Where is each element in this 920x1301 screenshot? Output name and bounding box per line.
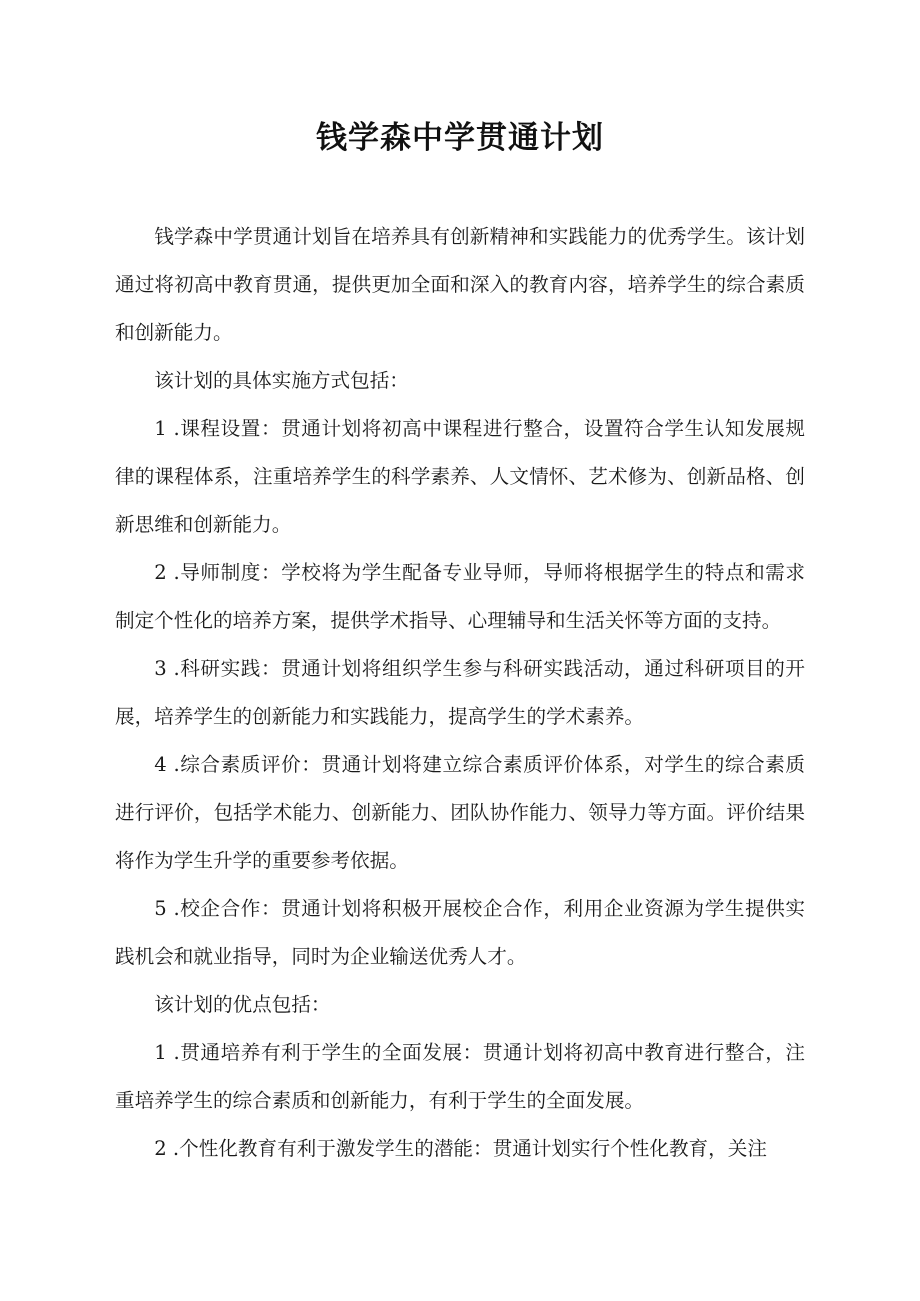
- advantage-holistic: 1 .贯通培养有利于学生的全面发展：贯通计划将初高中教育进行整合，注重培养学生的综合素质和创新能力，有利于学生的全面发展。: [115, 1041, 805, 1112]
- advantages-heading: 该计划的优点包括：: [154, 993, 331, 1016]
- advantage-personalized: 2 .个性化教育有利于激发学生的潜能：贯通计划实行个性化教育，关注: [154, 1137, 767, 1160]
- document-title: 钱学森中学贯通计划: [316, 120, 604, 156]
- document-body: [115, 213, 805, 1173]
- item-school-enterprise: 5 .校企合作：贯通计划将积极开展校企合作，利用企业资源为学生提供实践机会和就业指导，同时为企业输送优秀人才。: [115, 897, 805, 968]
- implementation-heading: 该计划的具体实施方式包括：: [154, 369, 409, 392]
- intro-paragraph: 钱学森中学贯通计划旨在培养具有创新精神和实践能力的优秀学生。该计划通过将初高中教育贯通，提供更加全面和深入的教育内容，培养学生的综合素质和创新能力。: [115, 225, 805, 344]
- item-mentor-system: 2 .导师制度：学校将为学生配备专业导师，导师将根据学生的特点和需求制定个性化的培养方案，提供学术指导、心理辅导和生活关怀等方面的支持。: [115, 561, 805, 632]
- item-curriculum: 1 .课程设置：贯通计划将初高中课程进行整合，设置符合学生认知发展规律的课程体系，注重培养学生的科学素养、人文情怀、艺术修为、创新品格、创新思维和创新能力。: [115, 417, 805, 536]
- item-quality-evaluation: 4 .综合素质评价：贯通计划将建立综合素质评价体系，对学生的综合素质进行评价，包括学术能力、创新能力、团队协作能力、领导力等方面。评价结果将作为学生升学的重要参考依据。: [115, 753, 805, 872]
- item-research-practice: 3 .科研实践：贯通计划将组织学生参与科研实践活动，通过科研项目的开展，培养学生的创新能力和实践能力，提高学生的学术素养。: [115, 657, 805, 728]
